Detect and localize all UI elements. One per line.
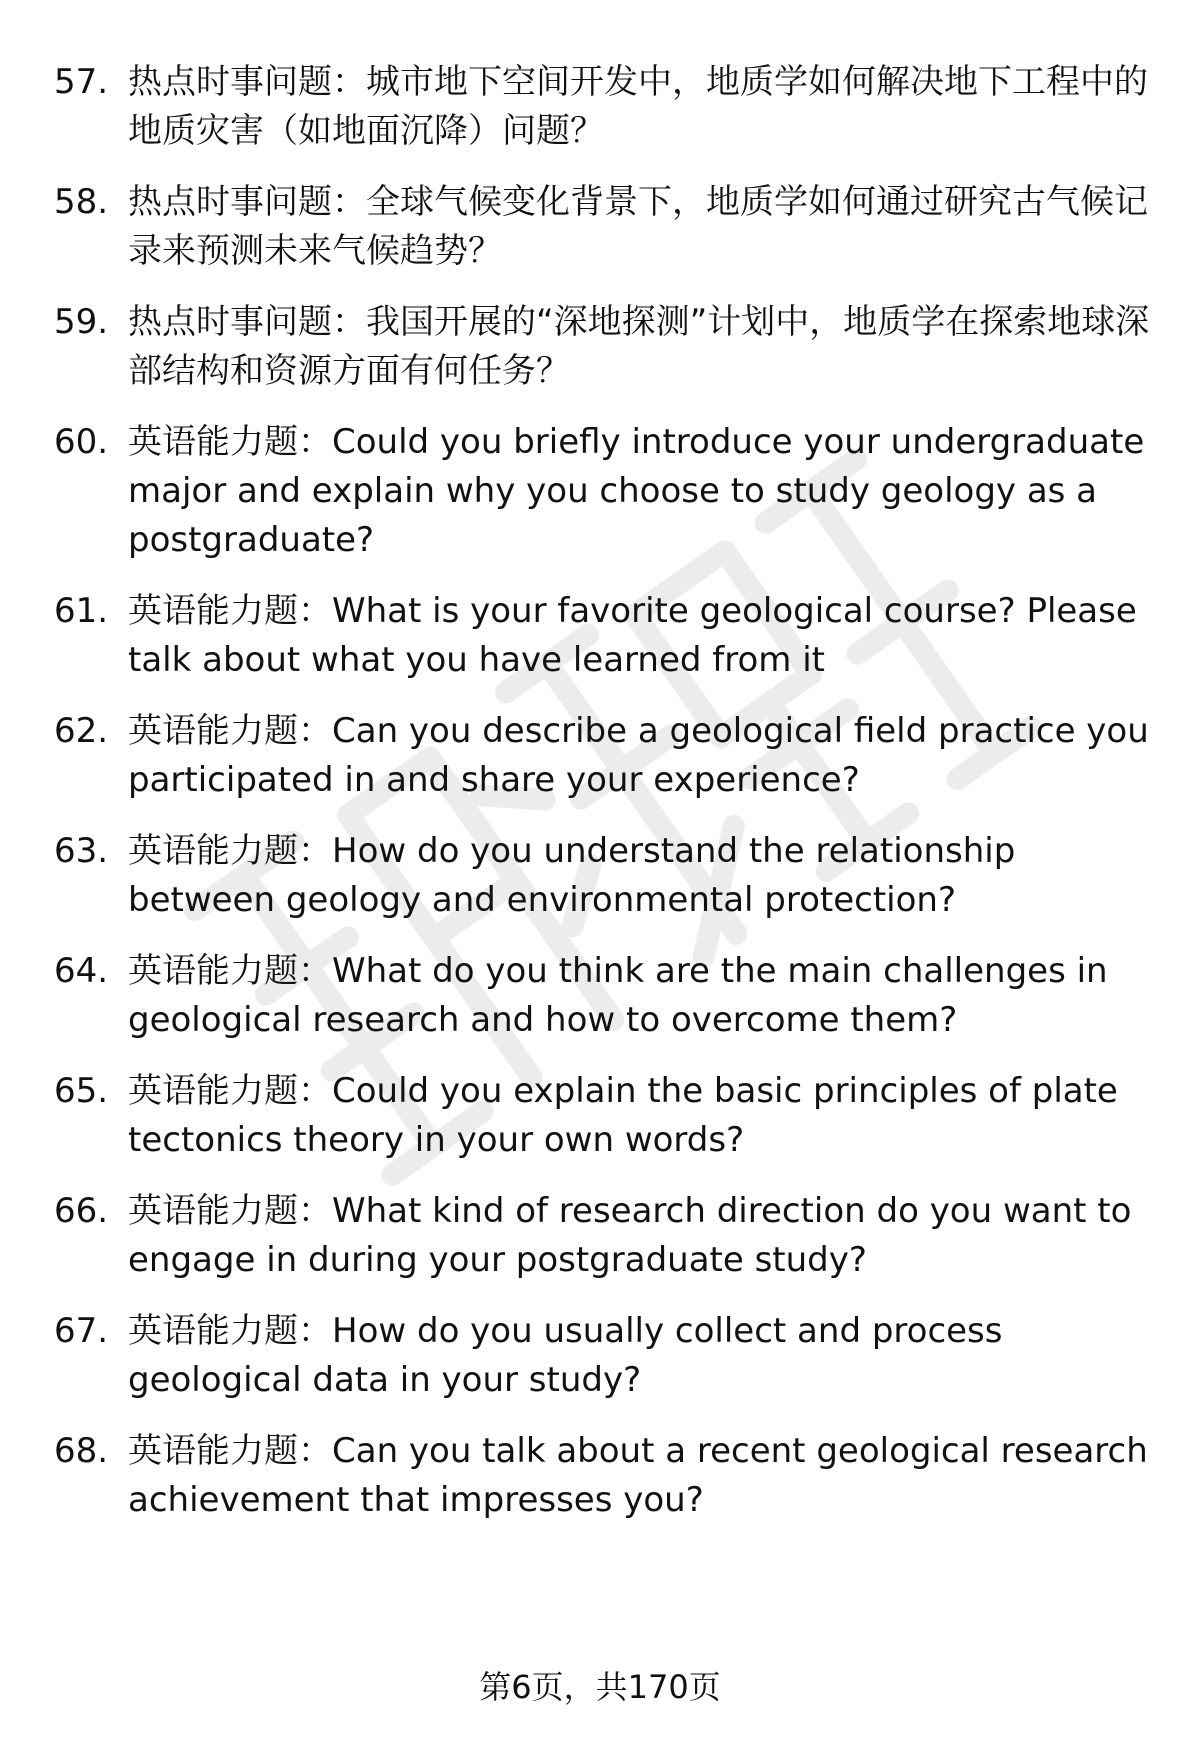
question-text: 英语能力题：What kind of research direction do you want to engage in during your postgraduate study? xyxy=(128,1191,1132,1280)
question-item xyxy=(54,947,1164,1045)
question-number: 57. xyxy=(54,62,109,102)
question-text: 热点时事问题：城市地下空间开发中，地质学如何解决地下工程中的地质灾害（如地面沉降）问题？ xyxy=(128,62,1148,151)
question-item xyxy=(54,1187,1164,1285)
question-text: 英语能力题：How do you understand the relationship between geology and environmental protection? xyxy=(128,831,1016,920)
question-item xyxy=(54,1067,1164,1165)
question-text: 英语能力题：What do you think are the main challenges in geological research and how to overcome them? xyxy=(128,951,1108,1040)
question-text: 热点时事问题：我国开展的“深地探测”计划中，地质学在探索地球深部结构和资源方面有何任务？ xyxy=(128,302,1150,391)
question-text: 英语能力题：What is your favorite geological course? Please talk about what you have learned from it xyxy=(128,591,1137,680)
page-footer: 第6页，共170页 xyxy=(479,1668,721,1706)
question-number: 68. xyxy=(54,1431,109,1471)
question-item xyxy=(54,707,1164,805)
question-item xyxy=(54,58,1164,156)
question-item xyxy=(54,1307,1164,1405)
question-text: 英语能力题：How do you usually collect and process geological data in your study? xyxy=(128,1311,1003,1400)
question-item xyxy=(54,827,1164,925)
question-text: 英语能力题：Can you talk about a recent geological research achievement that impresses you? xyxy=(128,1431,1148,1520)
question-item xyxy=(54,298,1164,396)
question-item xyxy=(54,418,1164,565)
question-item xyxy=(54,587,1164,685)
question-number: 58. xyxy=(54,182,109,222)
question-number: 65. xyxy=(54,1071,109,1111)
question-item xyxy=(54,178,1164,276)
question-number: 61. xyxy=(54,591,109,631)
question-text: 英语能力题：Could you explain the basic principles of plate tectonics theory in your own words? xyxy=(128,1071,1118,1160)
question-text: 英语能力题：Can you describe a geological field practice you participated in and share your experience? xyxy=(128,711,1149,800)
question-text: 英语能力题：Could you briefly introduce your undergraduate major and explain why you choose to study geology as a postgraduate? xyxy=(128,422,1145,560)
question-number: 66. xyxy=(54,1191,109,1231)
question-number: 59. xyxy=(54,302,109,342)
question-number: 60. xyxy=(54,422,109,462)
question-number: 62. xyxy=(54,711,109,751)
question-list xyxy=(54,58,1164,1525)
question-item xyxy=(54,1427,1164,1525)
question-number: 67. xyxy=(54,1311,109,1351)
question-number: 63. xyxy=(54,831,109,871)
question-number: 64. xyxy=(54,951,109,991)
question-text: 热点时事问题：全球气候变化背景下，地质学如何通过研究古气候记录来预测未来气候趋势？ xyxy=(128,182,1148,271)
